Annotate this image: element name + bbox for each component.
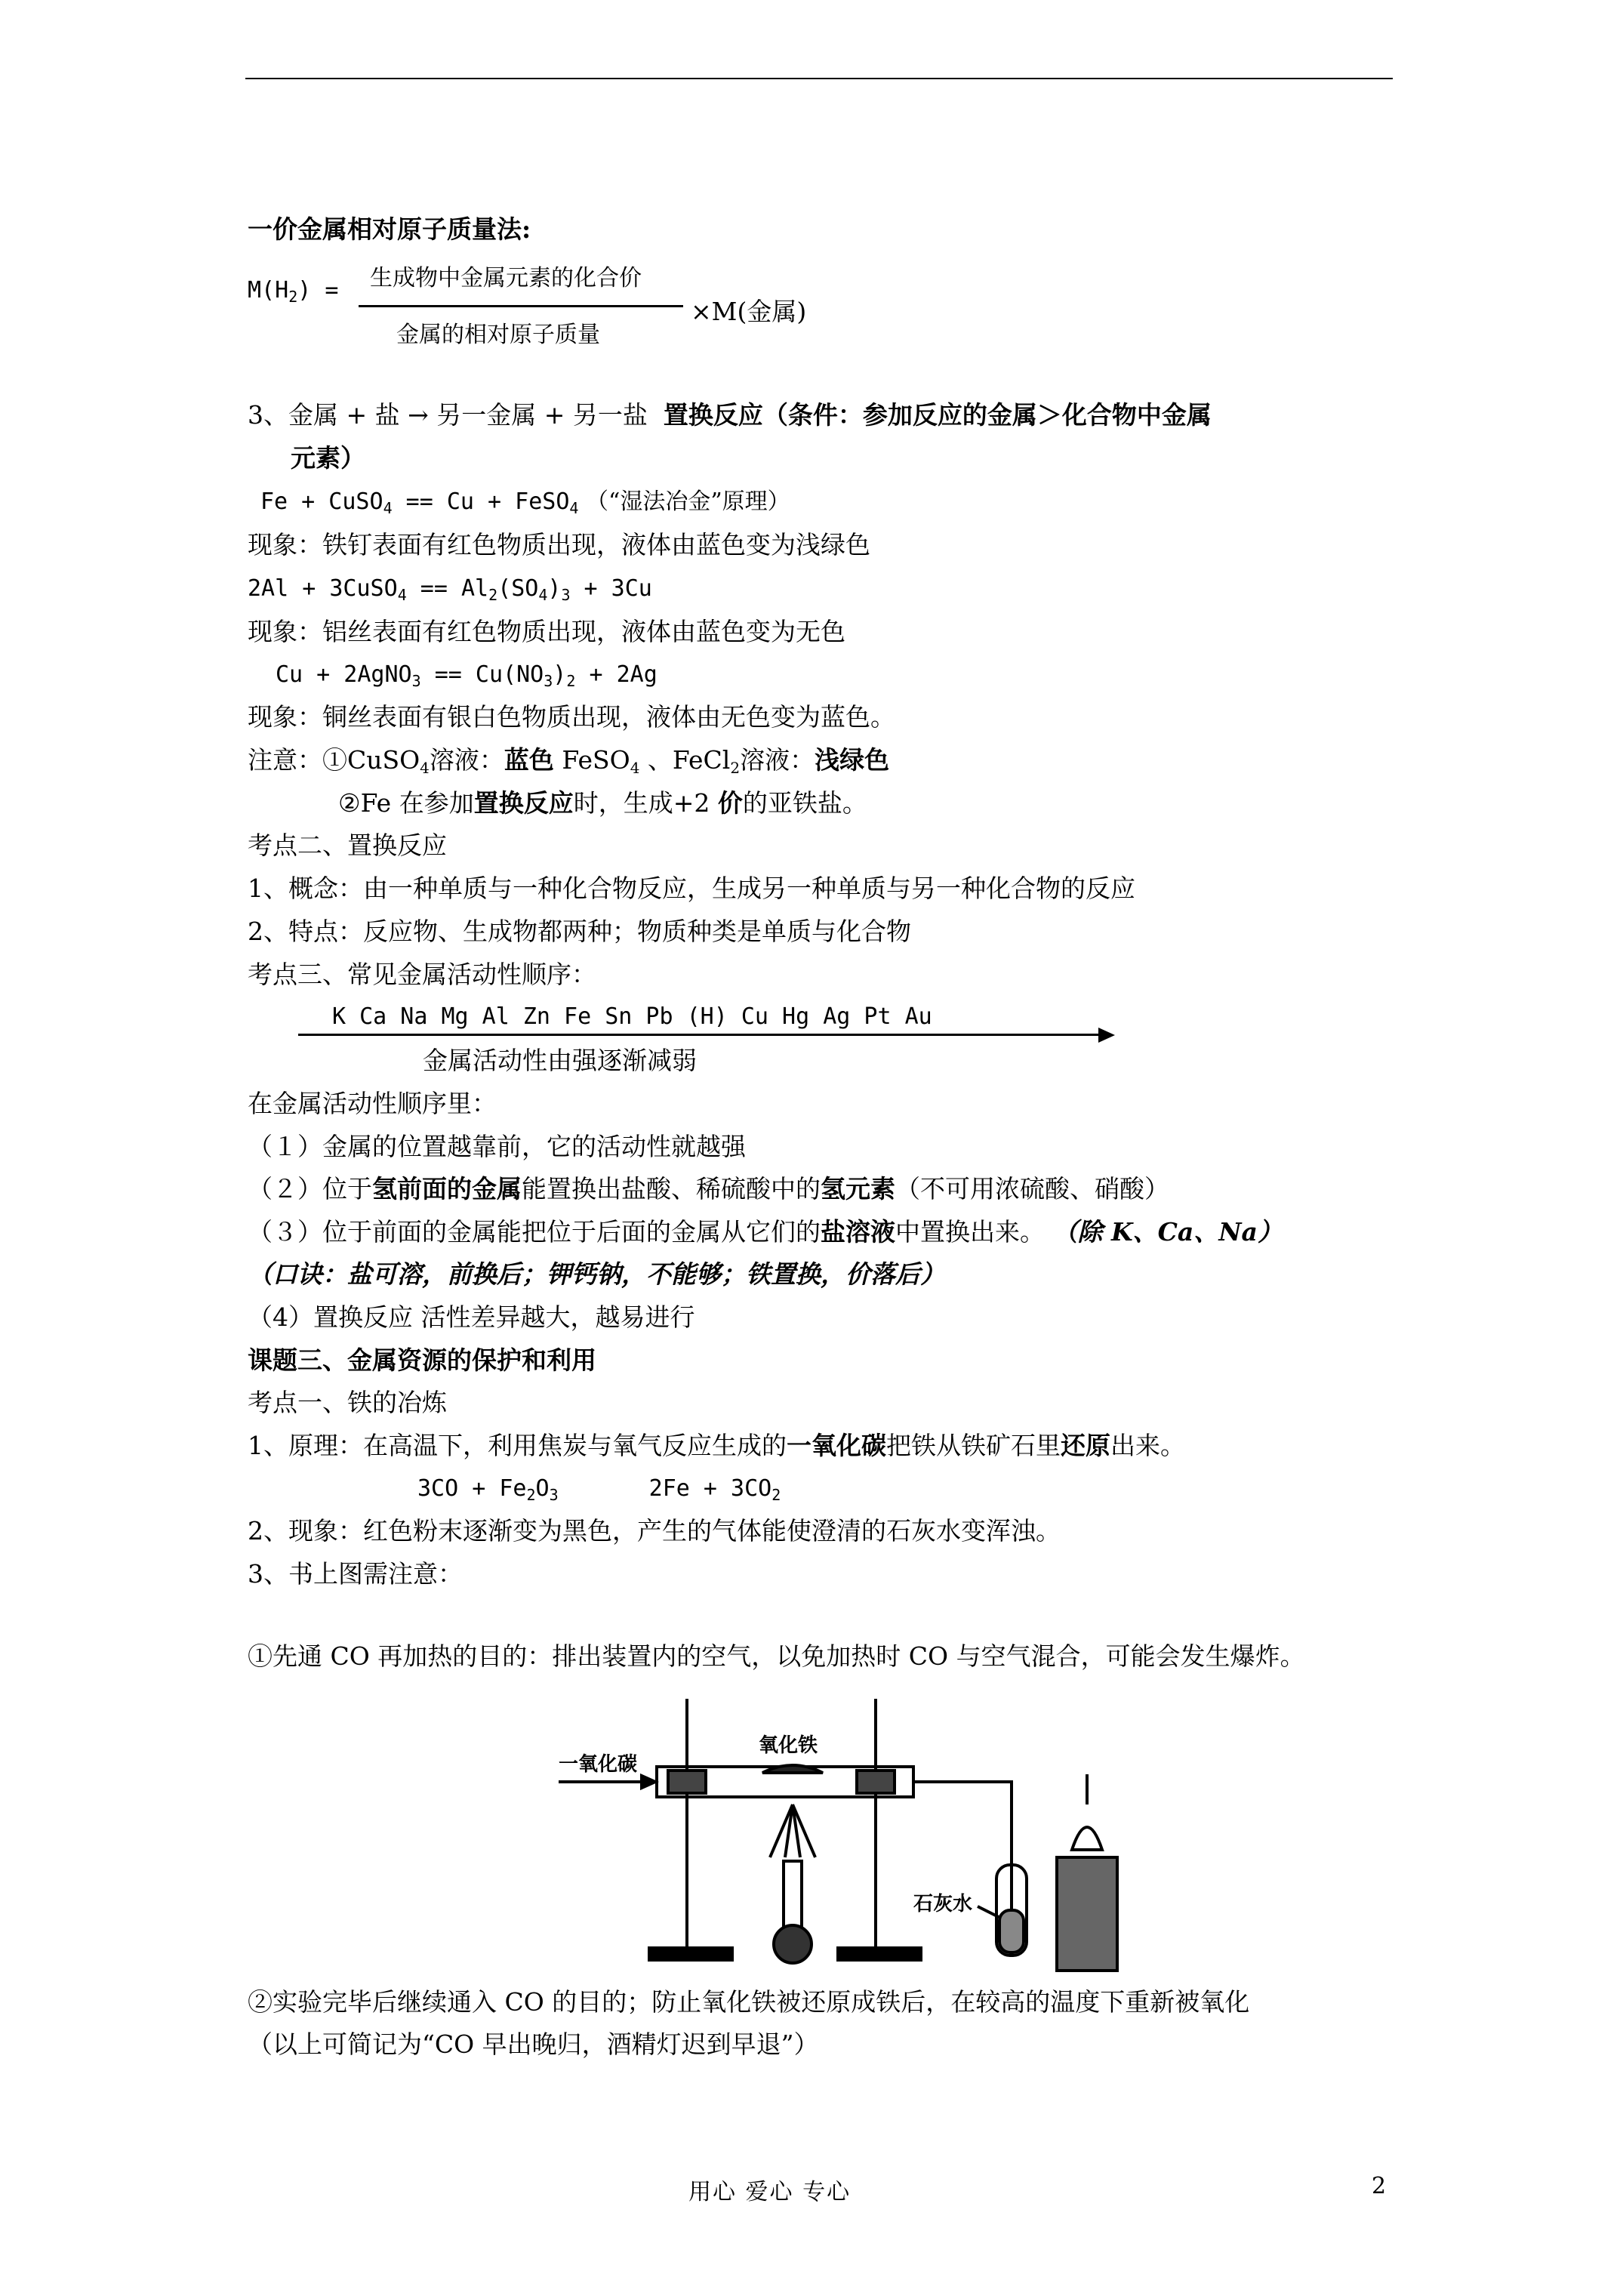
- rule-3: （３）位于前面的金属能把位于后面的金属从它们的盐溶液中置换出来。 （除 K、Ca、Na）: [248, 1217, 1283, 1247]
- kd1-title: 考点一、铁的冶炼: [248, 1388, 447, 1417]
- kd2-concept: 1、概念：由一种单质与一种化合物反应，生成另一种单质与另一种化合物的反应: [248, 874, 1135, 903]
- arrow-head-icon: [1098, 1028, 1115, 1043]
- formula-multiplier: ×M(金属): [691, 297, 807, 326]
- activity-series: K Ca Na Mg Al Zn Fe Sn Pb (H) Cu Hg Ag Pt Au: [332, 1003, 932, 1030]
- kd2-feature: 2、特点：反应物、生成物都两种；物质种类是单质与化合物: [248, 917, 911, 946]
- label-limewater: 石灰水: [913, 1893, 973, 1915]
- header-rule: [245, 78, 1393, 79]
- book-note: 3、书上图需注意：: [248, 1559, 463, 1589]
- note-1: 注意：①CuSO$_4$溶液：蓝色 FeSO$_4$ 、FeCl$_2$溶液：浅绿色: [248, 745, 890, 777]
- formula-lhs: $M(H_2)$ =: [248, 277, 339, 306]
- equation-al-cuso4: 2Al + 3CuSO$_4$ == $Al_2(SO_4)_3 + 3Cu$: [248, 575, 652, 604]
- kd2-title: 考点二、置换反应: [248, 831, 447, 860]
- label-fe2o3: 氧化铁: [759, 1734, 818, 1757]
- activity-arrow: [298, 1034, 1102, 1036]
- formula-denominator: 金属的相对原子质量: [396, 322, 600, 348]
- label-co: 一氧化碳: [559, 1753, 638, 1776]
- first-point: ①先通 CO 再加热的目的：排出装置内的空气，以免加热时 CO 与空气混合，可能会发生爆炸。: [248, 1641, 1305, 1671]
- rule-4: （4）置换反应 活性差异越大，越易进行: [248, 1302, 695, 1332]
- kd3-title: 考点三、常见金属活动性顺序：: [248, 960, 596, 989]
- equation-cu-agno3: Cu + 2AgNO$_3$ == $Cu(NO_3)_2 + 2Ag$: [276, 661, 658, 690]
- observation-1: 现象：铁钉表面有红色物质出现，液体由蓝色变为浅绿色: [248, 530, 870, 559]
- section-heading: 一价金属相对原子质量法:: [248, 214, 531, 244]
- point-3: 3、金属 + 盐 → 另一金属 + 另一盐 置换反应（条件：参加反应的金属＞化合物中金属: [248, 400, 1212, 430]
- page-footer: 用心 爱心 专心: [688, 2179, 852, 2205]
- fraction-bar: [359, 305, 683, 307]
- rule-1: （１）金属的位置越靠前，它的活动性就越强: [248, 1132, 746, 1161]
- second-point: ②实验完毕后继续通入 CO 的目的；防止氧化铁被还原成铁后，在较高的温度下重新被氧化: [248, 1987, 1250, 2017]
- mnemonic: （以上可简记为“CO 早出晚归，酒精灯迟到早退”）: [248, 2029, 819, 2059]
- point-3-cont: 元素）: [291, 443, 365, 473]
- principle: 1、原理：在高温下，利用焦炭与氧气反应生成的一氧化碳把铁从铁矿石里还原出来。: [248, 1431, 1185, 1460]
- page-number: 2: [1372, 2173, 1387, 2199]
- formula-numerator: 生成物中金属元素的化合价: [370, 265, 642, 291]
- rule-3-mnemonic: （口诀：盐可溶，前换后；钾钙钠，不能够；铁置换，价落后）: [248, 1259, 945, 1289]
- in-series: 在金属活动性顺序里：: [248, 1089, 497, 1118]
- observation-2: 现象：铝丝表面有红色物质出现，液体由蓝色变为无色: [248, 617, 845, 646]
- activity-caption: 金属活动性由强逐渐减弱: [423, 1046, 697, 1075]
- note-2: ②Fe 在参加置换反应时，生成+2 价的亚铁盐。: [338, 788, 867, 818]
- equation-fe-cuso4: Fe + CuSO$_4$ == Cu + FeSO$_4$ （“湿法冶金”原理）: [260, 488, 790, 517]
- rule-2: （２）位于氢前面的金属能置换出盐酸、稀硫酸中的氢元素（不可用浓硫酸、硝酸）: [248, 1174, 1169, 1203]
- co-reduction-apparatus-figure: [544, 1691, 1132, 1978]
- phenomenon: 2、现象：红色粉末逐渐变为黑色，产生的气体能使澄清的石灰水变浑浊。: [248, 1516, 1061, 1546]
- observation-3: 现象：铜丝表面有银白色物质出现，液体由无色变为蓝色。: [248, 702, 895, 732]
- smelting-equation: $3CO + Fe_2O_3$ $2Fe + 3CO_2$: [417, 1475, 781, 1504]
- topic-3-title: 课题三、金属资源的保护和利用: [248, 1345, 596, 1375]
